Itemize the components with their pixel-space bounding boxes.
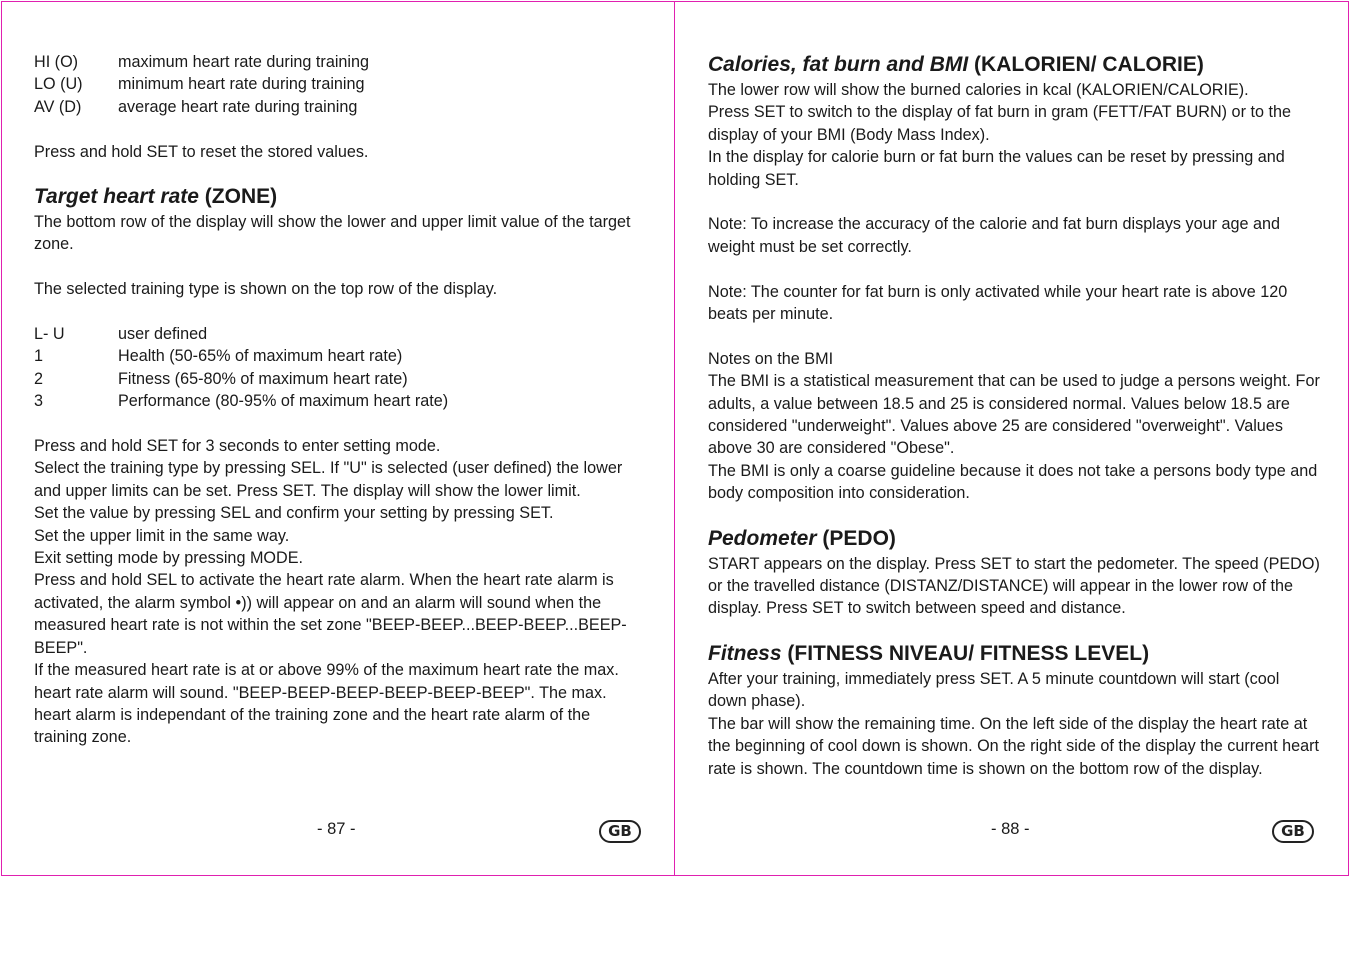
training-type-key: 1 (34, 347, 44, 366)
fitness-line: The bar will show the remaining time. On the left side of the display the heart rate at the beginning of cool down is shown. On the right side of the display the current heart rate is shown. The countdown time is shown on the bottom row of the display. (708, 714, 1319, 778)
abbrev-row-hi (34, 51, 638, 73)
zone-paragraph: The bottom row of the display will show the lower and upper limit value of the target zone. (34, 213, 631, 254)
training-type-text: Fitness (65-80% of maximum heart rate) (118, 369, 408, 388)
right-page-content (708, 51, 1320, 780)
heading-title: Fitness (708, 641, 782, 665)
abbrev-text: maximum heart rate during training (118, 53, 370, 71)
note-fat-burn (708, 281, 1320, 326)
training-type-paragraph: The selected training type is shown on the top row of the display. (34, 280, 498, 299)
abbrev-row-lo (34, 73, 638, 95)
abbrev-text: average heart rate during training (118, 97, 358, 116)
note-text: The counter for fat burn is only activated while your heart rate is above 120 beats per minute. (708, 282, 1288, 324)
heading-title: Calories, fat burn and BMI (708, 53, 969, 76)
calories-line: In the display for calorie burn or fat burn the values can be reset by pressing and holding SET. (708, 148, 1285, 189)
training-type-key: 2 (34, 369, 44, 388)
instruction-line: Set the upper limit in the same way. (34, 526, 290, 545)
left-page (1, 1, 675, 876)
training-type-row (34, 390, 638, 412)
note-label: Note: (708, 282, 747, 301)
instruction-line: If the measured heart rate is at or above 99% of the maximum heart rate the max. heart rate alarm will sound. "BEEP-BEEP-BEEP-BEEP-BEEP-BEEP". The max. heart alarm is independant of the training zone and the heart rate alarm of the training zone. (34, 661, 619, 747)
section-heading-fitness (708, 640, 1320, 668)
note-text: To increase the accuracy of the calorie and fat burn displays your age and weight must be set correctly. (708, 215, 1281, 256)
heading-tag: (FITNESS NIVEAU/ FITNESS LEVEL) (787, 641, 1150, 665)
abbrev-row-av (34, 96, 638, 118)
pedometer-paragraph: START appears on the display. Press SET to start the pedometer. The speed (PEDO) or the travelled distance (DISTANZ/DISTANCE) will appear in the lower row of the display. Press SET to switch between speed and distance. (708, 554, 1320, 618)
heading-title: Target heart rate (34, 185, 199, 209)
left-page-content (34, 51, 638, 749)
abbrev-key: HI (O) (34, 53, 79, 71)
section-heading-pedometer (708, 525, 1320, 553)
training-type-key: 3 (34, 392, 44, 411)
note-accuracy (708, 213, 1320, 258)
instruction-line: Exit setting mode by pressing MODE. (34, 549, 303, 568)
calories-line: Press SET to switch to the display of fat burn in gram (FETT/FAT BURN) or to the display of your BMI (Body Mass Index). (708, 103, 1291, 144)
instruction-line: Set the value by pressing SEL and confirm your setting by pressing SET. (34, 504, 554, 523)
bmi-line: The BMI is only a coarse guideline because it does not take a persons body type and body composition into consideration. (708, 461, 1318, 503)
right-page (674, 1, 1349, 876)
instruction-line: Press and hold SEL to activate the heart rate alarm. When the heart rate alarm is activated, the alarm symbol •)) will appear on and an alarm will sound when the measured heart rate is not within the set zone "BEEP-BEEP...BEEP-BEEP...BEEP-BEEP". (34, 571, 627, 657)
training-type-text: user defined (118, 325, 208, 344)
training-type-row (34, 345, 638, 367)
page-number: - 88 - (991, 820, 1030, 838)
calories-line: The lower row will show the burned calories in kcal (KALORIEN/CALORIE). (708, 81, 1249, 99)
page-number: - 87 - (317, 820, 356, 838)
section-heading-target-heart-rate (34, 183, 638, 211)
heading-tag: (KALORIEN/ CALORIE) (974, 53, 1204, 76)
training-type-text: Health (50-65% of maximum heart rate) (118, 347, 403, 366)
heading-tag: (ZONE) (204, 185, 278, 209)
abbrev-key: AV (D) (34, 97, 82, 116)
note-label: Note: (708, 215, 747, 234)
section-heading-calories (708, 51, 1320, 79)
training-type-row (34, 368, 638, 390)
abbrev-key: LO (U) (34, 75, 83, 94)
bmi-title: Notes on the BMI (708, 349, 834, 368)
training-type-key: L- U (34, 325, 65, 344)
training-type-text: Performance (80-95% of maximum heart rate) (118, 392, 449, 411)
heading-tag: (PEDO) (822, 526, 896, 550)
abbrev-text: minimum heart rate during training (118, 75, 365, 94)
fitness-line: After your training, immediately press SET. A 5 minute countdown will start (cool down phase). (708, 669, 1280, 711)
instruction-line: Press and hold SET for 3 seconds to enter setting mode. (34, 437, 441, 456)
reset-note: Press and hold SET to reset the stored values. (34, 142, 369, 161)
language-badge-gb: GB (599, 820, 641, 843)
bmi-line: The BMI is a statistical measurement that can be used to judge a persons weight. For adults, a value between 18.5 and 25 is considered normal. Values below 18.5 are considered "underweight". Values above 25 are considered "overweight". Values above 30 are considered "Obese". (708, 372, 1320, 458)
heading-title: Pedometer (708, 526, 817, 550)
language-badge-gb: GB (1272, 820, 1314, 843)
instruction-line: Select the training type by pressing SEL. If "U" is selected (user defined) the lower and upper limits can be set. Press SET. The display will show the lower limit. (34, 459, 623, 500)
training-type-row (34, 323, 638, 345)
